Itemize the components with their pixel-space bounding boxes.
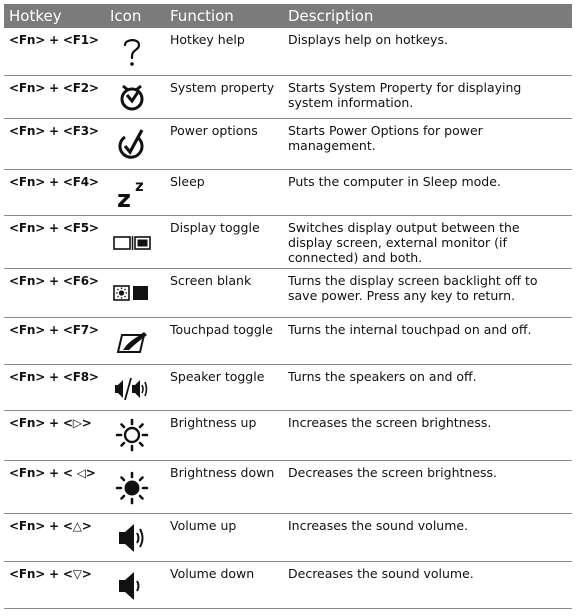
volume-up-icon [110,520,154,556]
row-description: Displays help on hotkeys. [288,32,448,47]
volume-down-icon [110,568,154,604]
system-property-icon [110,80,154,116]
header-hotkey: Hotkey [9,7,62,25]
screen-blank-icon [110,275,154,311]
row-description: Increases the sound volume. [288,518,469,533]
row-hotkey: <Fn> + <F4> [9,175,99,189]
row-description: Puts the computer in Sleep mode. [288,174,501,189]
table-row [4,562,572,609]
row-function: Display toggle [170,220,260,235]
svg-text:z: z [117,185,131,209]
row-function: Power options [170,123,258,138]
row-hotkey: <Fn> + <F1> [9,33,99,47]
brightness-up-icon [110,417,154,453]
row-function: System property [170,80,275,95]
table-row [4,76,572,119]
table-row [4,216,572,269]
row-hotkey: <Fn> + <F2> [9,81,99,95]
table-row [4,411,572,461]
row-function: Volume up [170,518,237,533]
touchpad-toggle-icon [110,324,154,360]
row-function: Brightness down [170,465,275,480]
brightness-down-icon [110,470,154,506]
row-description: Turns the speakers on and off. [288,369,477,384]
row-hotkey: <Fn> + <F8> [9,370,99,384]
row-description: Decreases the sound volume. [288,566,474,581]
sleep-icon [110,175,154,211]
header-description: Description [288,7,374,25]
svg-text:z: z [135,177,144,195]
table-row [4,119,572,170]
display-toggle-icon [110,225,154,261]
row-function: Volume down [170,566,255,581]
row-hotkey: <Fn> + <F7> [9,323,99,337]
table-row [4,170,572,216]
header-function: Function [170,7,234,25]
row-function: Speaker toggle [170,369,265,384]
question-mark-icon [110,34,154,70]
table-row [4,365,572,411]
row-hotkey: <Fn> + <F5> [9,221,99,235]
table-row [4,514,572,562]
hotkey-table [4,4,572,609]
row-description: Increases the screen brightness. [288,415,492,430]
row-hotkey: <Fn> + < ◁> [9,466,96,480]
row-hotkey: <Fn> + <F6> [9,274,99,288]
row-description: Starts Power Options for power management. [288,123,483,153]
row-description: Decreases the screen brightness. [288,465,498,480]
row-description: Starts System Property for displaying system information. [288,80,522,110]
header-icon: Icon [110,7,142,25]
table-row [4,318,572,365]
speaker-toggle-icon [110,371,154,407]
row-function: Brightness up [170,415,257,430]
table-header [4,4,572,28]
row-function: Hotkey help [170,32,245,47]
row-hotkey: <Fn> + <F3> [9,124,99,138]
row-description: Turns the display screen backlight off to save power. Press any key to return. [288,273,538,303]
row-description: Turns the internal touchpad on and off. [288,322,532,337]
row-hotkey: <Fn> + <▷> [9,416,92,430]
row-description: Switches display output between the display screen, external monitor (if connected) and both. [288,220,520,265]
row-function: Touchpad toggle [170,322,273,337]
table-row [4,461,572,514]
power-options-icon [110,126,154,162]
row-hotkey: <Fn> + <△> [9,519,92,533]
row-function: Sleep [170,174,205,189]
table-row [4,269,572,318]
row-function: Screen blank [170,273,252,288]
table-row [4,28,572,76]
row-hotkey: <Fn> + <▽> [9,567,92,581]
